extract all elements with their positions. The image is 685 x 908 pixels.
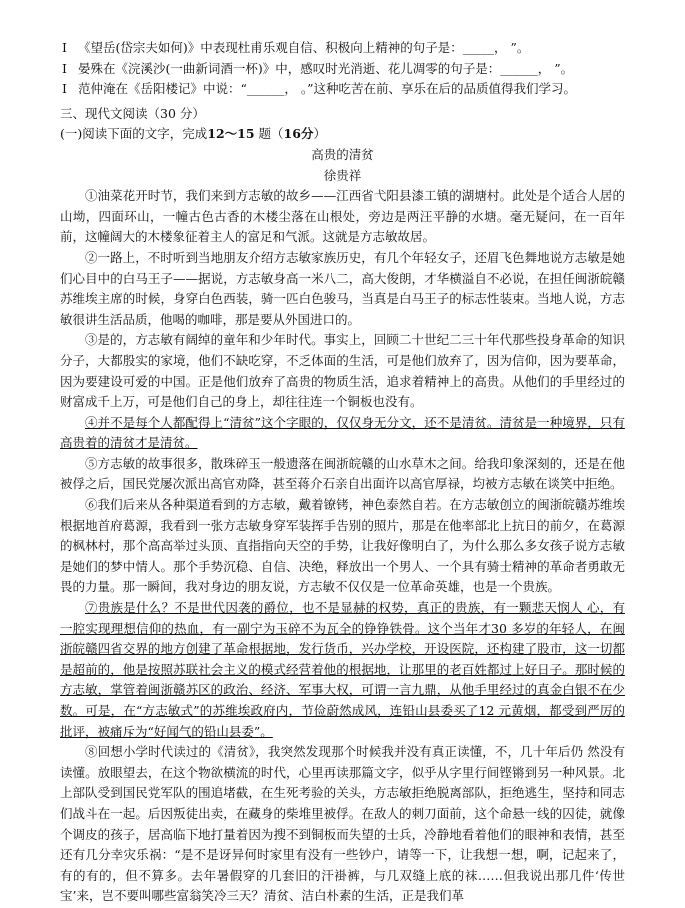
sub-title-text: 题（ — [254, 126, 284, 142]
article-title: 高贵的清贫 — [311, 146, 374, 162]
section-title: 三、现代文阅读（30 分） — [60, 105, 205, 121]
sub-title-text: (一)阅读下面的文字，完成 — [60, 126, 208, 142]
question-marker: I — [62, 40, 67, 55]
fill-question — [60, 79, 625, 100]
paragraph: ①油菜花开时节，我们来到方志敏的故乡——江西省弋阳县漆工镇的湖塘村。此处是个适合人居的山坳，四面环山，一幢古色古香的木楼尘落在山根处，旁边是两汪平静的水塘。毫无疑问，在一百年前，这幢阔大的木楼象征着主人的富足和气派。这就是方志敏故居。 — [60, 188, 625, 245]
underlined-paragraph: ⑦贵族是什么？不是世代因袭的爵位，也不是显赫的权势，真正的贵族，有一颗悲天悯人 心，有一腔实现理想信仰的热血，有一副宁为玉碎不为瓦全的铮铮铁骨。这个当年才30 多岁的年轻人，在闽浙皖赣四省交界的地方创建了革命根据地，发行货币，兴办学校，开设医院，还构建了股市，这一切都是超前的，他是按照苏联社会主义的模式经营着他的根据地，让那里的老百姓都过上好日子。那时候的方志敏，掌管着闽浙赣苏区的政治、经济、军事大权，可谓一言九鼎，从他手里经过的真金白银不在少数。可是，在“方志敏式”的苏维埃政府内，节俭蔚然成风，连铅山县委买了12 元黄烟，都受到严厉的批评，被痛斥为“好闻气的铅山县委”。 — [60, 600, 625, 739]
paragraph: ③是的，方志敏有阔绰的童年和少年时代。事实上，回顾二十世纪二三十年代那些投身革命的知识分子，大都殷实的家境，他们不缺吃穿，不乏体面的生活，可是他们放弃了，因为信仰，因为要革命，因为要建设可爱的中国。正是他们放弃了高贵的物质生活，追求着精神上的高贵。从他们的手里经过的财富成千上万，可是他们自己的身上，却往往连一个铜板也没有。 — [60, 332, 625, 410]
question-marker: I — [62, 81, 67, 97]
question-marker: I — [62, 60, 67, 76]
question-text: 晏殊在《浣溪沙(一曲新词酒一杯)》中，感叹时光消逝、花儿凋零的句子是：______， ”。 — [78, 60, 574, 76]
sub-title-text: ） — [313, 126, 326, 142]
fill-question — [60, 59, 625, 80]
sub-section-title — [60, 124, 625, 145]
score-label: 16分 — [283, 126, 314, 142]
fill-question — [60, 38, 625, 59]
paragraph: ⑤方志敏的故事很多，散珠碎玉一般遗落在闽浙皖赣的山水草木之间。给我印象深刻的，还是在他被俘之后，国民党屡次派出高官劝降，甚至蒋介石亲自出面许以高官厚禄，均被方志敏在谈笑中拒绝。 — [60, 455, 625, 492]
article-author: 徐贵祥 — [323, 167, 362, 183]
article-body — [60, 186, 625, 907]
paragraph: ⑥我们后来从各种渠道看到的方志敏，戴着镣铐，神色泰然自若。在方志敏创立的闽浙皖赣苏维埃根据地首府葛源，我看到一张方志敏身穿军装挥手告别的照片，那是在他率部北上抗日的前夕，在葛源的枫林村，那个高高举过头顶、直指指向天空的手势，让我好像明白了，为什么那么多女孩子说方志敏是她们的梦中情人。那个手势沉稳、自信、决绝，释放出一个男人、一个具有骑士精神的革命者勇敢无畏的力量。那一瞬间，我对身边的朋友说，方志敏不仅仅是一位革命英雄，也是一个贵族。 — [60, 497, 625, 595]
paragraph: ②一路上，不时听到当地朋友介绍方志敏家族历史，有几个年轻女子，还眉飞色舞地说方志敏是她们心目中的白马王子——据说，方志敏身高一米八二，高大俊朗，才华横溢自不必说，在担任闽浙皖赣苏维埃主席的时候，身穿白色西装，骑一匹白色骏马，当真是白马王子的标志性装束。当地人说，方志敏很讲生活品质，他喝的咖啡，那是要从外国进口的。 — [60, 249, 625, 327]
question-text: 《望岳(岱宗夫如何)》中表现杜甫乐观自信、积极向上精神的句子是：_____， ”。 — [78, 40, 530, 55]
question-range: 12～15 — [207, 126, 255, 142]
question-text: 范仲淹在《岳阳楼记》中说：“______， 。”这种吃苦在前、享乐在后的品质值得我们学习。 — [78, 81, 577, 97]
underlined-paragraph: ④并不是每个人都配得上“清贫”这个字眼的，仅仅身无分文，还不是清贫。清贫是一种境界，只有高贵着的清贫才是清贫。 — [60, 414, 625, 451]
paragraph: ⑧回想小学时代读过的《清贫》，我突然发现那个时候我并没有真正读懂，不，几十年后仍 然没有读懂。放眼望去，在这个物欲横流的时代，心里再读那篇文字，似乎从字里行间铿锵到另一种风景。北上部队受到国民党军队的围追堵截，在生死考验的关头，方志敏拒绝脱离部队，拒绝逃生，坚持和同志们战斗在一起。后因叛徒出卖，在藏身的柴堆里被俘。在敌人的刺刀面前，这个命悬一线的囚徒，就像个调皮的孩子，居高临下地打量着因为搜不到铜板而失望的士兵，冷静地看着他们的眼神和表情，甚至还有几分幸灾乐祸：“是不是讶异何时家里有没有一些钞户，请等一下，让我想一想，啊，记起来了，有的有的，但不算多。去年暑假穿的几套旧的汗褂裤，与几双缝上底的袜……但我说出那几件‘传世宝’来，岂不要叫哪些富翁笑冷三天？清贫、洁白朴素的生活，正是我们革 — [60, 744, 625, 904]
